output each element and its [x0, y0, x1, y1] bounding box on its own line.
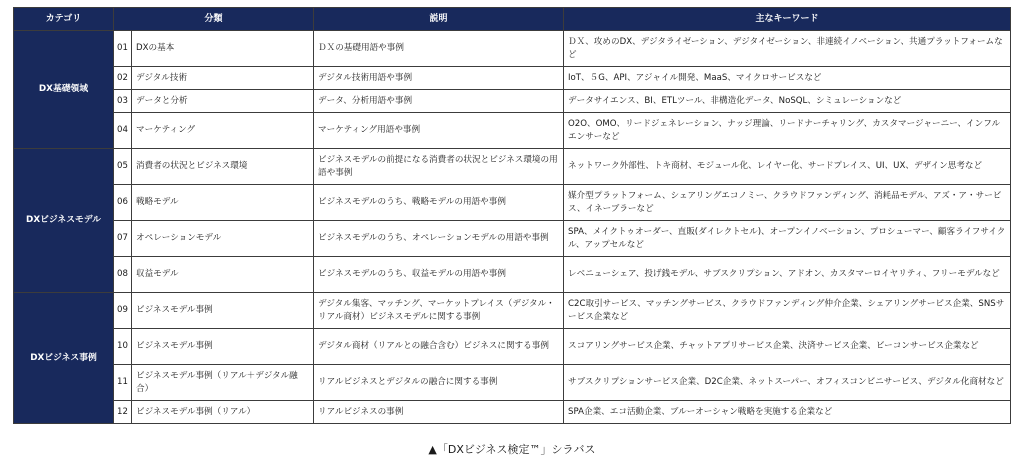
- table-row: [14, 293, 1011, 329]
- row-keywords: 媒介型プラットフォーム、シェアリングエコノミー、クラウドファンディング、消耗品モデル、アズ・ア・サービス、イネーブラーなど: [564, 185, 1011, 221]
- table-row: [14, 329, 1011, 365]
- row-title: DXの基本: [132, 31, 314, 67]
- table-row: [14, 185, 1011, 221]
- row-keywords: ネットワーク外部性、トキ商材、モジュール化、レイヤー化、サードプレイス、UI、UX、デザイン思考など: [564, 149, 1011, 185]
- row-description: ビジネスモデルのうち、オペレーションモデルの用語や事例: [314, 221, 564, 257]
- table-caption: ▲「DXビジネス検定™」シラバス: [428, 443, 596, 456]
- table-row: [14, 365, 1011, 401]
- row-title: ビジネスモデル事例（リアル）: [132, 401, 314, 424]
- row-description: デジタル商材（リアルとの融合含む）ビジネスに関する事例: [314, 329, 564, 365]
- row-number: 07: [114, 221, 132, 257]
- table-row: [14, 113, 1011, 149]
- header-keywords: 主なキーワード: [564, 8, 1011, 31]
- row-description: リアルビジネスの事例: [314, 401, 564, 424]
- row-number: 04: [114, 113, 132, 149]
- row-description: ビジネスモデルのうち、戦略モデルの用語や事例: [314, 185, 564, 221]
- row-keywords: レベニューシェア、投げ銭モデル、サブスクリプション、アドオン、カスタマーロイヤリティ、フリーモデルなど: [564, 257, 1011, 293]
- header-description: 説明: [314, 8, 564, 31]
- row-description: リアルビジネスとデジタルの融合に関する事例: [314, 365, 564, 401]
- row-description: ＤＸの基礎用語や事例: [314, 31, 564, 67]
- header-classification: 分類: [114, 8, 314, 31]
- row-title: データと分析: [132, 90, 314, 113]
- row-title: ビジネスモデル事例: [132, 293, 314, 329]
- category-cell: DXビジネス事例: [14, 293, 114, 424]
- header-category: カテゴリ: [14, 8, 114, 31]
- table-row: [14, 31, 1011, 67]
- category-cell: DX基礎領域: [14, 31, 114, 149]
- header-row: [14, 8, 1011, 31]
- row-keywords: SPA企業、エコ活動企業、ブルーオーシャン戦略を実施する企業など: [564, 401, 1011, 424]
- table-row: [14, 149, 1011, 185]
- row-title: ビジネスモデル事例（リアル＋デジタル融合）: [132, 365, 314, 401]
- row-title: オペレーションモデル: [132, 221, 314, 257]
- row-title: デジタル技術: [132, 67, 314, 90]
- row-number: 02: [114, 67, 132, 90]
- category-cell: DXビジネスモデル: [14, 149, 114, 293]
- row-keywords: ＤＸ、攻めのDX、デジタライゼーション、デジタイゼーション、非連続イノベーション、共通プラットフォームなど: [564, 31, 1011, 67]
- row-number: 05: [114, 149, 132, 185]
- row-keywords: データサイエンス、BI、ETLツール、非構造化データ、NoSQL、シミュレーションなど: [564, 90, 1011, 113]
- row-title: ビジネスモデル事例: [132, 329, 314, 365]
- row-title: 戦略モデル: [132, 185, 314, 221]
- syllabus-table: [13, 7, 1011, 424]
- row-number: 11: [114, 365, 132, 401]
- row-title: マーケティング: [132, 113, 314, 149]
- table-row: [14, 67, 1011, 90]
- row-keywords: O2O、OMO、リードジェネレーション、ナッジ理論、リードナーチャリング、カスタマージャーニー、インフルエンサーなど: [564, 113, 1011, 149]
- row-number: 08: [114, 257, 132, 293]
- row-description: ビジネスモデルの前提になる消費者の状況とビジネス環境の用語や事例: [314, 149, 564, 185]
- table-row: [14, 221, 1011, 257]
- row-number: 12: [114, 401, 132, 424]
- row-keywords: IoT、５G、API、アジャイル開発、MaaS、マイクロサービスなど: [564, 67, 1011, 90]
- row-title: 消費者の状況とビジネス環境: [132, 149, 314, 185]
- row-number: 03: [114, 90, 132, 113]
- row-number: 01: [114, 31, 132, 67]
- syllabus-table-wrapper: [13, 7, 1010, 424]
- row-description: ビジネスモデルのうち、収益モデルの用語や事例: [314, 257, 564, 293]
- table-row: [14, 257, 1011, 293]
- row-description: マーケティング用語や事例: [314, 113, 564, 149]
- row-keywords: C2C取引サービス、マッチングサービス、クラウドファンディング仲介企業、シェアリングサービス企業、SNSサービス企業など: [564, 293, 1011, 329]
- row-number: 10: [114, 329, 132, 365]
- row-title: 収益モデル: [132, 257, 314, 293]
- row-description: デジタル技術用語や事例: [314, 67, 564, 90]
- table-row: [14, 401, 1011, 424]
- row-number: 06: [114, 185, 132, 221]
- row-number: 09: [114, 293, 132, 329]
- table-row: [14, 90, 1011, 113]
- row-keywords: スコアリングサービス企業、チャットアプリサービス企業、決済サービス企業、ビーコンサービス企業など: [564, 329, 1011, 365]
- row-keywords: SPA、メイクトゥオーダー、直販(ダイレクトセル)、オープンイノベーション、プロシューマー、顧客ライフサイクル、アップセルなど: [564, 221, 1011, 257]
- row-description: データ、分析用語や事例: [314, 90, 564, 113]
- row-description: デジタル集客、マッチング、マーケットプレイス（デジタル・リアル商材）ビジネスモデルに関する事例: [314, 293, 564, 329]
- row-keywords: サブスクリプションサービス企業、D2C企業、ネットスーパー、オフィスコンビニサービス、デジタル化商材など: [564, 365, 1011, 401]
